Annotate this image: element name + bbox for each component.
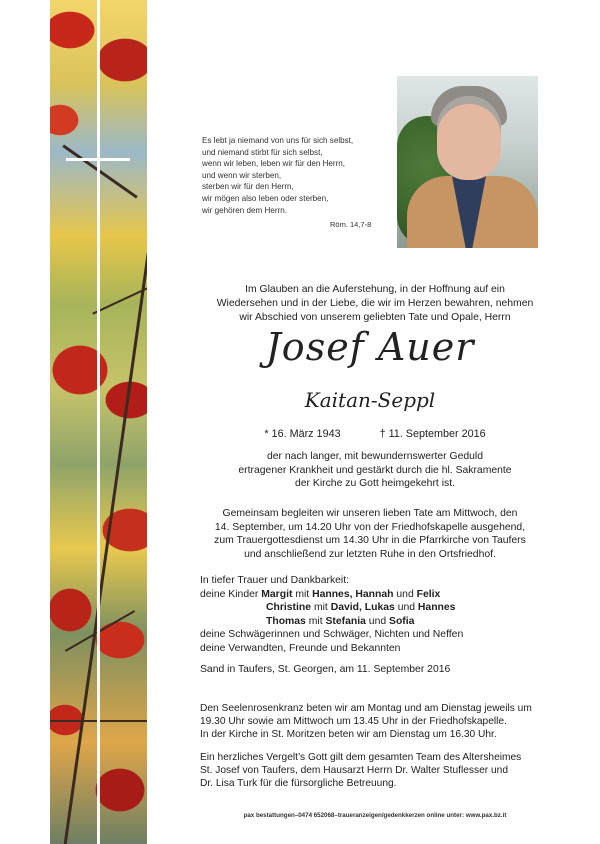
place-date: Sand in Taufers, St. Georgen, am 11. September 2016	[200, 664, 451, 675]
thanks-line: St. Josef von Taufers, dem Hausarzt Herrn Dr. Walter Stuflesser und	[200, 764, 509, 776]
thanks-line: Ein herzliches Vergelt’s Gott gilt dem gesamten Team des Altersheimes	[200, 752, 522, 763]
branch-1	[62, 144, 137, 198]
illness-line: ertragener Krankheit und gestärkt durch die hl. Sakramente	[238, 464, 512, 476]
rosary-line: In der Kirche in St. Moritzen beten wir am Dienstag um 16.30 Uhr.	[200, 728, 497, 740]
children-prefix: deine Kinder	[200, 588, 259, 600]
funeral-text	[200, 507, 540, 561]
family-heading: In tiefer Trauer und Dankbarkeit:	[200, 575, 350, 586]
illness-line: der nach langer, mit bewundernswerter Geduld	[266, 451, 484, 462]
word-mit: mit	[295, 588, 310, 600]
partner-name: Stefania	[325, 615, 366, 627]
life-dates	[200, 428, 550, 440]
funeral-line: Gemeinsam begleiten wir unseren lieben Tate am Mittwoch, den	[222, 508, 518, 519]
quote-line: und wenn wir sterben,	[202, 170, 282, 180]
word-mit: mit	[313, 602, 328, 614]
intro-line: Im Glauben an die Auferstehung, in der Hoffnung auf ein	[245, 284, 505, 295]
deceased-name: Josef Auer	[265, 325, 475, 369]
child-name: Margit	[261, 588, 293, 600]
family-row-1	[200, 588, 560, 602]
child-name: Thomas	[266, 615, 306, 627]
family-row-2	[200, 601, 560, 615]
photo-face	[437, 96, 501, 180]
partner-name: David, Lukas	[330, 602, 395, 614]
illness-text	[200, 450, 550, 491]
quote-reference: Röm. 14,7-8	[330, 220, 372, 229]
thanks-text	[200, 752, 545, 790]
portrait-photo	[397, 76, 538, 248]
cross-icon	[66, 158, 130, 161]
word-und: und	[396, 588, 414, 600]
family-row-inlaws: deine Schwägerinnen und Schwäger, Nichten und Neffen	[200, 629, 464, 641]
cross-vertical-line	[97, 0, 100, 844]
quote-line: und niemand stirbt für sich selbst,	[202, 147, 323, 157]
illness-line: der Kirche zu Gott heimgekehrt ist.	[295, 478, 455, 489]
quote-line: Es lebt ja niemand von uns für sich selbst,	[202, 136, 354, 145]
rosary-line: 19.30 Uhr sowie am Mittwoch um 13.45 Uhr in der Friedhofskapelle.	[200, 715, 507, 727]
grandchild-name: Hannes	[417, 602, 456, 614]
branch-5	[65, 610, 135, 652]
partner-name: Hannes, Hannah	[312, 588, 394, 600]
death-date: † 11. September 2016	[379, 428, 486, 440]
word-mit: mit	[308, 615, 323, 627]
funeral-line: zum Trauergottesdienst um 14.30 Uhr in die Pfarrkirche von Taufers	[214, 535, 526, 546]
family-row-3	[200, 615, 560, 629]
family-row-relatives: deine Verwandten, Freunde und Bekannten	[200, 642, 401, 654]
footer-text: pax bestattungen–0474 652068–traueranzeigen/gedenkkerzen online unter: www.pax.bz.it	[243, 812, 507, 819]
rosary-line: Den Seelenrosenkranz beten wir am Montag und am Dienstag jeweils um	[200, 703, 532, 714]
grandchild-name: Felix	[416, 588, 441, 600]
bible-quote	[202, 135, 382, 216]
grandchild-name: Sofia	[389, 615, 415, 627]
quote-line: sterben wir für den Herrn,	[202, 182, 294, 192]
intro-line: Wiedersehen und in der Liebe, die wir im Herzen bewahren, nehmen	[216, 298, 534, 309]
quote-line: wir gehören dem Herrn.	[202, 205, 288, 215]
word-und: und	[397, 602, 416, 614]
family-list	[200, 574, 560, 656]
autumn-leaves-banner	[50, 0, 147, 844]
funeral-line: 14. September, um 14.20 Uhr von der Friedhofskapelle ausgehend,	[214, 521, 526, 533]
quote-line: wir mögen also leben oder sterben,	[202, 193, 329, 203]
intro-text	[200, 283, 550, 325]
birth-date: * 16. März 1943	[264, 428, 341, 440]
rosary-text	[200, 703, 545, 741]
thanks-line: Dr. Lisa Turk für die fürsorgliche Betreuung.	[200, 777, 397, 789]
quote-line: wenn wir leben, leben wir für den Herrn,	[202, 159, 346, 169]
branch-3	[63, 253, 147, 844]
intro-line: wir Abschied von unserem geliebten Tate und Opale, Herrn	[239, 312, 511, 323]
funeral-line: und anschließend zur letzten Ruhe in den Ortsfriedhof.	[244, 548, 496, 560]
deceased-nickname: Kaitan-Seppl	[304, 388, 436, 412]
child-name: Christine	[266, 602, 312, 614]
word-und: und	[368, 615, 387, 627]
